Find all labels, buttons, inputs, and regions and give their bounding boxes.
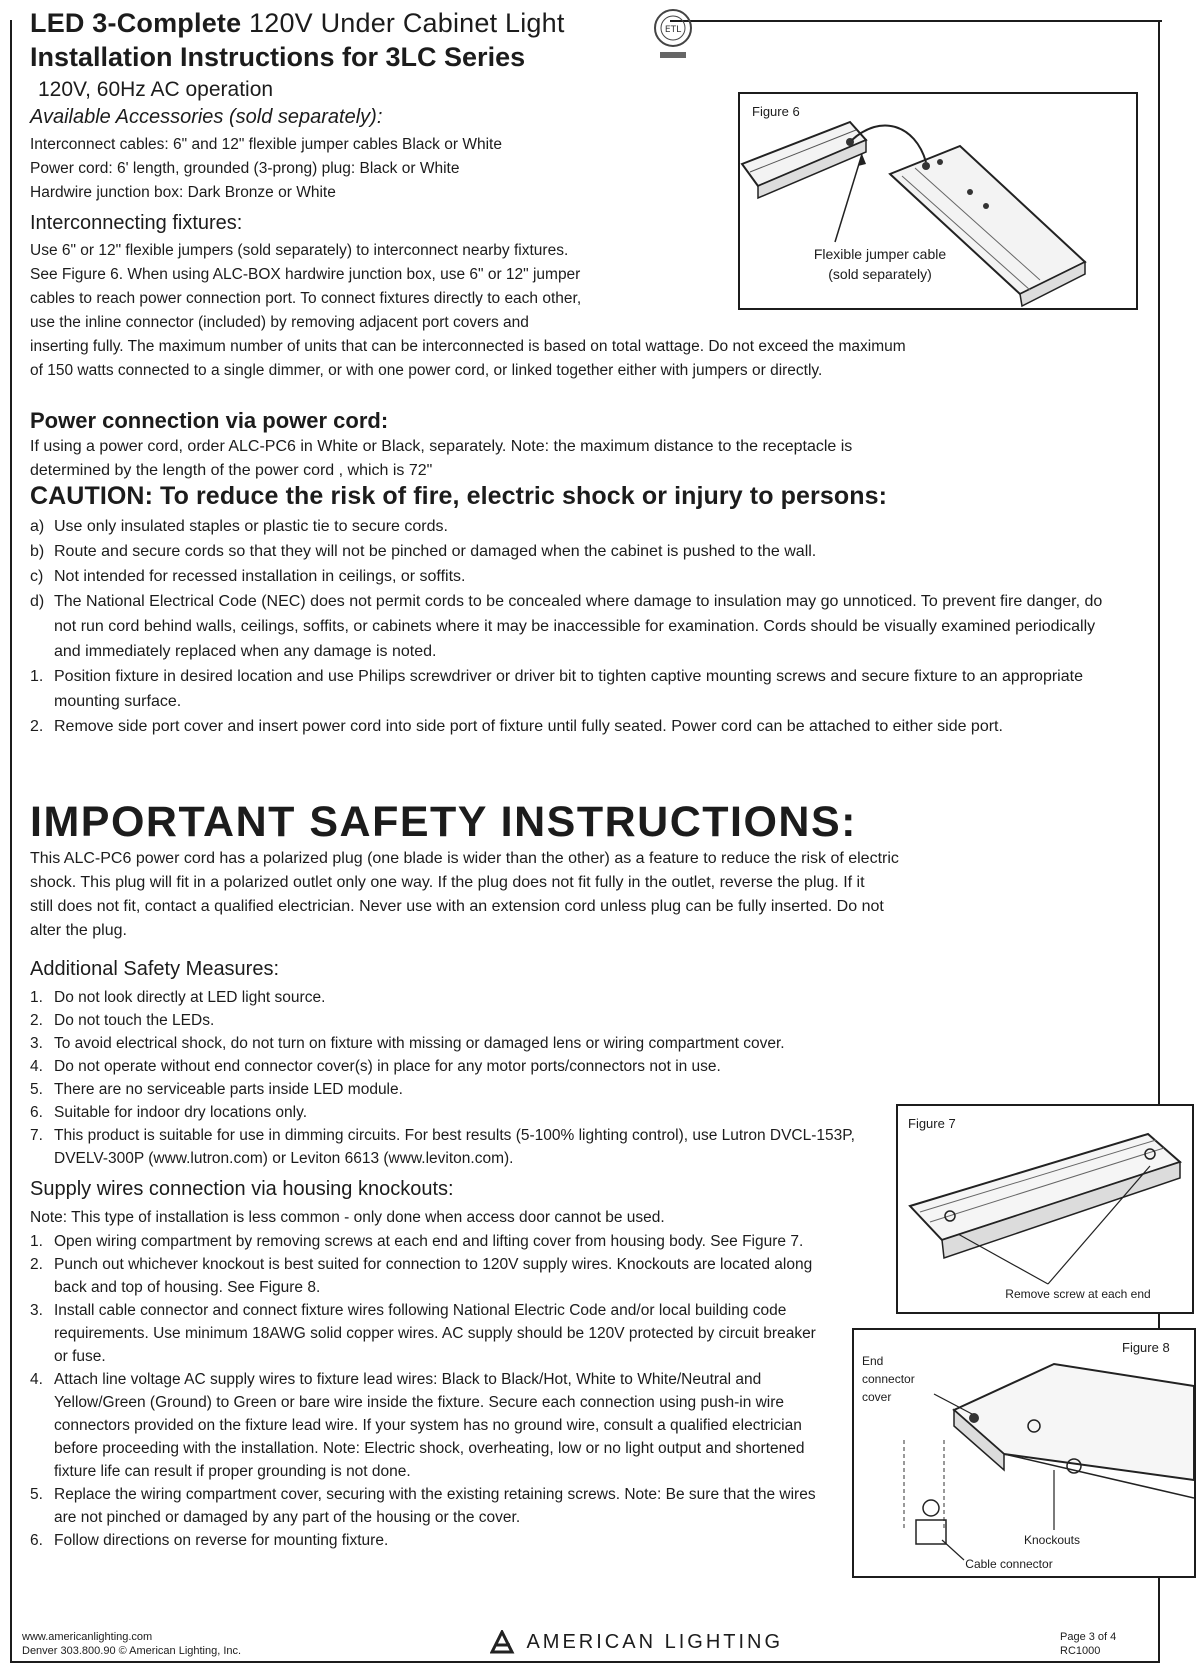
figure-6-label-line: Flexible jumper cable bbox=[813, 246, 947, 262]
footer-address: Denver 303.800.90 © American Lighting, Inc. bbox=[22, 1645, 242, 1657]
caution-heading: CAUTION: To reduce the risk of fire, electric shock or injury to persons: bbox=[30, 482, 888, 510]
power-cord-line: determined by the length of the power cord , which is 72" bbox=[30, 462, 433, 479]
item-number: c) bbox=[30, 568, 44, 585]
brand-logo bbox=[490, 1630, 783, 1656]
item-number: b) bbox=[30, 543, 45, 560]
item-number: d) bbox=[30, 593, 45, 610]
additional-item bbox=[30, 1055, 870, 1078]
brand-name: AMERICAN LIGHTING bbox=[526, 1630, 784, 1653]
caution-item bbox=[30, 564, 1110, 589]
item-number: 6. bbox=[30, 1104, 43, 1121]
item-text: Attach line voltage AC supply wires to fixture lead wires: Black to Black/Hot, White to White/Neutral and Yellow/Green (Ground) to Green or bare wire inside the fixture. Secure each connection using push-in wire connectors provided on the fixture lead wire. If your system has no ground wire, consult a qualified electrician before proceeding with the installation. Note: Electric shock, overheating, low or no light output and shortened fixture life can result if proper grounding is not done. bbox=[54, 1371, 805, 1480]
item-text: Open wiring compartment by removing screws at each end and lifting cover from housing body. See Figure 7. bbox=[54, 1233, 804, 1250]
interconnecting-line: cables to reach power connection port. To connect fixtures directly to each other, bbox=[30, 290, 582, 307]
additional-item bbox=[30, 1124, 870, 1170]
caution-item bbox=[30, 589, 1110, 664]
supply-item bbox=[30, 1483, 830, 1529]
svg-text:ETL: ETL bbox=[664, 25, 682, 35]
figure-8-knockouts-label: Knockouts bbox=[1023, 1533, 1081, 1547]
figure-6 bbox=[738, 92, 1138, 310]
item-number: 4. bbox=[30, 1058, 43, 1075]
footer-code: RC1000 bbox=[1060, 1645, 1101, 1657]
footer-page-number: Page 3 of 4 bbox=[1060, 1631, 1117, 1643]
additional-heading: Additional Safety Measures: bbox=[30, 958, 280, 980]
supply-item bbox=[30, 1529, 830, 1552]
item-text: The National Electrical Code (NEC) does not permit cords to be concealed where damage to insulation may go unnoticed. To prevent fire danger, do not run cord behind walls, ceilings, soffits, or cabinets where it may be inaccessible for examination. Cords should be visually examined periodically and immediately replaced when any damage is noted. bbox=[54, 593, 1103, 660]
item-number: 5. bbox=[30, 1486, 43, 1503]
figure-8-title: Figure 8 bbox=[1122, 1340, 1170, 1355]
figure-7-label: Remove screw at each end bbox=[1005, 1287, 1151, 1301]
additional-item bbox=[30, 1032, 870, 1055]
additional-item bbox=[30, 1078, 870, 1101]
interconnecting-line: See Figure 6. When using ALC-BOX hardwire junction box, use 6" or 12" jumper bbox=[30, 266, 581, 283]
item-text: Suitable for indoor dry locations only. bbox=[54, 1104, 308, 1121]
supply-item bbox=[30, 1230, 830, 1253]
item-text: Do not look directly at LED light source. bbox=[54, 989, 326, 1006]
item-number: 1. bbox=[30, 1233, 43, 1250]
figure-7 bbox=[896, 1104, 1194, 1314]
item-number: 1. bbox=[30, 989, 43, 1006]
item-number: 3. bbox=[30, 1302, 43, 1319]
interconnecting-line: of 150 watts connected to a single dimmer, or with one power cord, or linked together either with jumpers or directly. bbox=[30, 362, 823, 379]
figure-8-end-cover-label bbox=[862, 1352, 952, 1406]
item-number: 5. bbox=[30, 1081, 43, 1098]
interconnecting-line: Use 6" or 12" flexible jumpers (sold separately) to interconnect nearby fixtures. bbox=[30, 242, 569, 259]
caution-list bbox=[30, 514, 1110, 739]
footer-website: www.americanlighting.com bbox=[22, 1631, 153, 1643]
additional-item bbox=[30, 1101, 870, 1124]
operation-note: 120V, 60Hz AC operation bbox=[38, 78, 274, 101]
supply-note: Note: This type of installation is less common - only done when access door cannot be used. bbox=[30, 1209, 665, 1226]
additional-item bbox=[30, 986, 870, 1009]
supply-item bbox=[30, 1368, 830, 1483]
additional-list bbox=[30, 986, 870, 1170]
item-text: Not intended for recessed installation in ceilings, or soffits. bbox=[54, 568, 466, 585]
caution-item bbox=[30, 714, 1110, 739]
item-text: Route and secure cords so that they will not be pinched or damaged when the cabinet is pushed to the wall. bbox=[54, 543, 817, 560]
document-title bbox=[30, 8, 565, 39]
label-line: connector bbox=[862, 1372, 915, 1386]
important-line: still does not fit, contact a qualified electrician. Never use with an extension cord unless plug can be fully inserted. Do not bbox=[30, 898, 884, 915]
caution-item bbox=[30, 664, 1110, 714]
caution-item bbox=[30, 514, 1110, 539]
accessory-line: Hardwire junction box: Dark Bronze or White bbox=[30, 184, 336, 201]
supply-item bbox=[30, 1299, 830, 1368]
title-bold: LED 3-Complete bbox=[30, 8, 242, 38]
item-number: 3. bbox=[30, 1035, 43, 1052]
item-number: a) bbox=[30, 518, 45, 535]
item-number: 2. bbox=[30, 1256, 43, 1273]
supply-list bbox=[30, 1230, 830, 1552]
interconnecting-heading: Interconnecting fixtures: bbox=[30, 212, 243, 234]
item-text: Do not operate without end connector cover(s) in place for any motor ports/connectors not in use. bbox=[54, 1058, 721, 1075]
accessory-line: Power cord: 6' length, grounded (3-prong) plug: Black or White bbox=[30, 160, 460, 177]
item-text: Position fixture in desired location and use Philips screwdriver or driver bit to tighten captive mounting screws and secure fixture to an appropriate mounting surface. bbox=[54, 668, 1083, 710]
document-subtitle: Installation Instructions for 3LC Series bbox=[30, 42, 526, 72]
figure-6-label bbox=[780, 244, 980, 284]
item-number: 1. bbox=[30, 668, 44, 685]
interconnecting-line: use the inline connector (included) by removing adjacent port covers and bbox=[30, 314, 529, 331]
item-number: 2. bbox=[30, 718, 44, 735]
item-text: Do not touch the LEDs. bbox=[54, 1012, 215, 1029]
power-cord-heading: Power connection via power cord: bbox=[30, 408, 389, 433]
figure-6-label-line: (sold separately) bbox=[828, 266, 932, 282]
caution-item bbox=[30, 539, 1110, 564]
figure-6-title: Figure 6 bbox=[752, 104, 800, 119]
brand-logo-icon bbox=[490, 1630, 518, 1654]
title-light: 120V Under Cabinet Light bbox=[249, 8, 565, 38]
item-text: Replace the wiring compartment cover, securing with the existing retaining screws. Note: Be sure that the wires are not pinched or damaged by any part of the housing or the cover. bbox=[54, 1486, 816, 1526]
page-border-top bbox=[670, 20, 1162, 22]
figure-7-title: Figure 7 bbox=[908, 1116, 956, 1131]
item-text: Use only insulated staples or plastic tie to secure cords. bbox=[54, 518, 448, 535]
item-text: Follow directions on reverse for mounting fixture. bbox=[54, 1532, 389, 1549]
item-text: This product is suitable for use in dimming circuits. For best results (5-100% lighting control), use Lutron DVCL-153P, DVELV-300P (www.lutron.com) or Leviton 6613 (www.leviton.com). bbox=[54, 1127, 855, 1167]
interconnecting-line: inserting fully. The maximum number of units that can be interconnected is based on total wattage. Do not exceed the maximum bbox=[30, 338, 906, 355]
item-number: 2. bbox=[30, 1012, 43, 1029]
label-line: cover bbox=[862, 1390, 892, 1404]
item-number: 7. bbox=[30, 1127, 43, 1144]
item-text: Install cable connector and connect fixture wires following National Electric Code and/or local building code requirements. Use minimum 18AWG solid copper wires. AC supply should be 120V protected by circuit breaker or fuse. bbox=[54, 1302, 816, 1365]
important-heading: IMPORTANT SAFETY INSTRUCTIONS: bbox=[30, 798, 857, 846]
item-number: 6. bbox=[30, 1532, 43, 1549]
additional-item bbox=[30, 1009, 870, 1032]
accessory-line: Interconnect cables: 6" and 12" flexible jumper cables Black or White bbox=[30, 136, 502, 153]
figure-7-drawing bbox=[898, 1106, 1192, 1312]
power-cord-line: If using a power cord, order ALC-PC6 in White or Black, separately. Note: the maximum distance to the receptacle is bbox=[30, 438, 853, 455]
supply-heading: Supply wires connection via housing knockouts: bbox=[30, 1178, 454, 1200]
certification-seal-icon bbox=[644, 6, 702, 64]
important-line: shock. This plug will fit in a polarized outlet only one way. If the plug does not fit fully in the outlet, reverse the plug. If it bbox=[30, 874, 865, 891]
accessories-heading: Available Accessories (sold separately): bbox=[30, 106, 383, 128]
label-line: End bbox=[862, 1354, 884, 1368]
supply-item bbox=[30, 1253, 830, 1299]
figure-8 bbox=[852, 1328, 1196, 1578]
item-text: Punch out whichever knockout is best suited for connection to 120V supply wires. Knockouts are located along back and top of housing. See Figure 8. bbox=[54, 1256, 813, 1296]
item-text: There are no serviceable parts inside LED module. bbox=[54, 1081, 403, 1098]
item-number: 4. bbox=[30, 1371, 43, 1388]
important-line: This ALC-PC6 power cord has a polarized plug (one blade is wider than the other) as a feature to reduce the risk of electric bbox=[30, 850, 899, 867]
item-text: Remove side port cover and insert power cord into side port of fixture until fully seated. Power cord can be attached to either side port. bbox=[54, 718, 1003, 735]
figure-8-cable-connector-label: Cable connector bbox=[965, 1557, 1053, 1571]
item-text: To avoid electrical shock, do not turn on fixture with missing or damaged lens or wiring compartment cover. bbox=[54, 1035, 785, 1052]
important-line: alter the plug. bbox=[30, 922, 127, 939]
